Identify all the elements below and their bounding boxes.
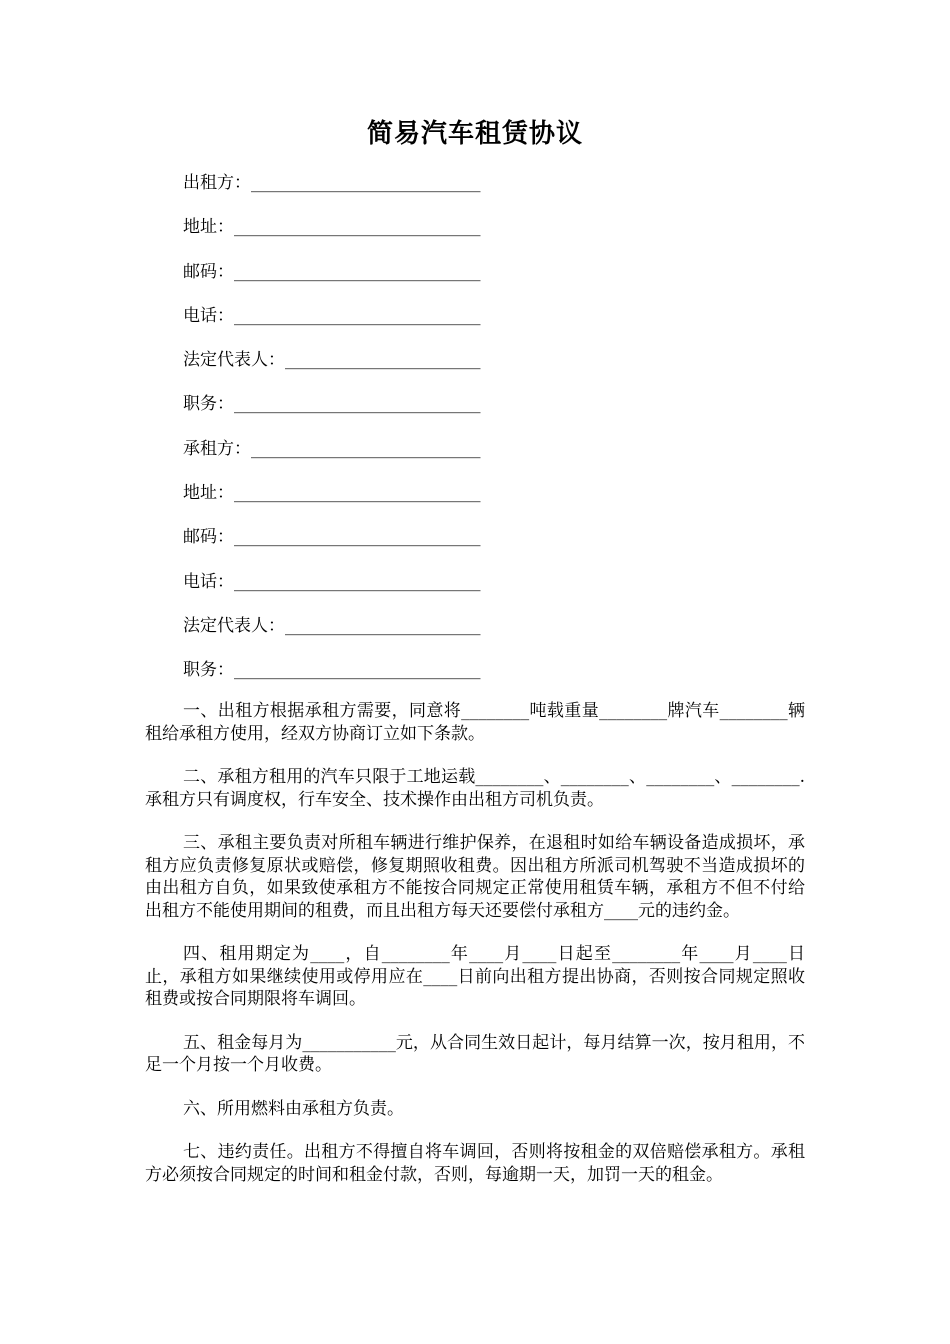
clause-5: 五、租金每月为___________元，从合同生效日起计，每月结算一次，按月租用，不足一个月按一个月收费。 bbox=[145, 1032, 805, 1075]
clause-4: 四、租用期定为____，自________年____月____日起至________年____月____日止，承租方如果继续使用或停用应在____日前向出租方提出协商，否则按合同规定照收租费或按合同期限将车调回。 bbox=[145, 944, 805, 1009]
lessor-position-field: 职务：_____________________________ bbox=[183, 394, 481, 415]
clause-2: 二、承租方租用的汽车只限于工地运载________、________、________、________.承租方只有调度权，行车安全、技术操作由出租方司机负责。 bbox=[145, 767, 805, 810]
lessor-phone-field: 电话：_____________________________ bbox=[183, 305, 481, 326]
clause-7: 七、违约责任。出租方不得擅自将车调回，否则将按租金的双倍赔偿承租方。承租方必须按合同规定的时间和租金付款，否则，每逾期一天，加罚一天的租金。 bbox=[145, 1142, 805, 1185]
clause-3: 三、承租主要负责对所租车辆进行维护保养，在退租时如给车辆设备造成损坏，承租方应负责修复原状或赔偿，修复期照收租费。因出租方所派司机驾驶不当造成损坏的由出租方自负，如果致使承租方不能按合同规定正常使用租赁车辆，承租方不但不付给出租方不能使用期间的租费，而且出租方每天还要偿付承租方____元的违约金。 bbox=[145, 833, 805, 921]
lessor-legal-rep-field: 法定代表人：_______________________ bbox=[183, 350, 481, 371]
clauses-section bbox=[145, 700, 805, 1207]
lessee-name-field: 承租方：___________________________ bbox=[183, 438, 481, 459]
clause-6: 六、所用燃料由承租方负责。 bbox=[183, 1098, 404, 1119]
lessee-address-field: 地址：_____________________________ bbox=[183, 483, 481, 504]
lessee-phone-field: 电话：_____________________________ bbox=[183, 571, 481, 592]
lessor-address-field: 地址：_____________________________ bbox=[183, 217, 481, 238]
lessee-legal-rep-field: 法定代表人：_______________________ bbox=[183, 615, 481, 636]
party-fields bbox=[183, 168, 523, 700]
lessor-name-field: 出租方：___________________________ bbox=[183, 173, 481, 193]
lessee-position-field: 职务：_____________________________ bbox=[183, 660, 481, 681]
document-title: 简易汽车租赁协议 bbox=[366, 119, 583, 149]
lessee-postcode-field: 邮码：_____________________________ bbox=[183, 527, 481, 548]
clause-1: 一、出租方根据承租方需要，同意将________吨载重量________牌汽车________辆租给承租方使用，经双方协商订立如下条款。 bbox=[145, 701, 805, 744]
lessor-postcode-field: 邮码：_____________________________ bbox=[183, 261, 481, 282]
